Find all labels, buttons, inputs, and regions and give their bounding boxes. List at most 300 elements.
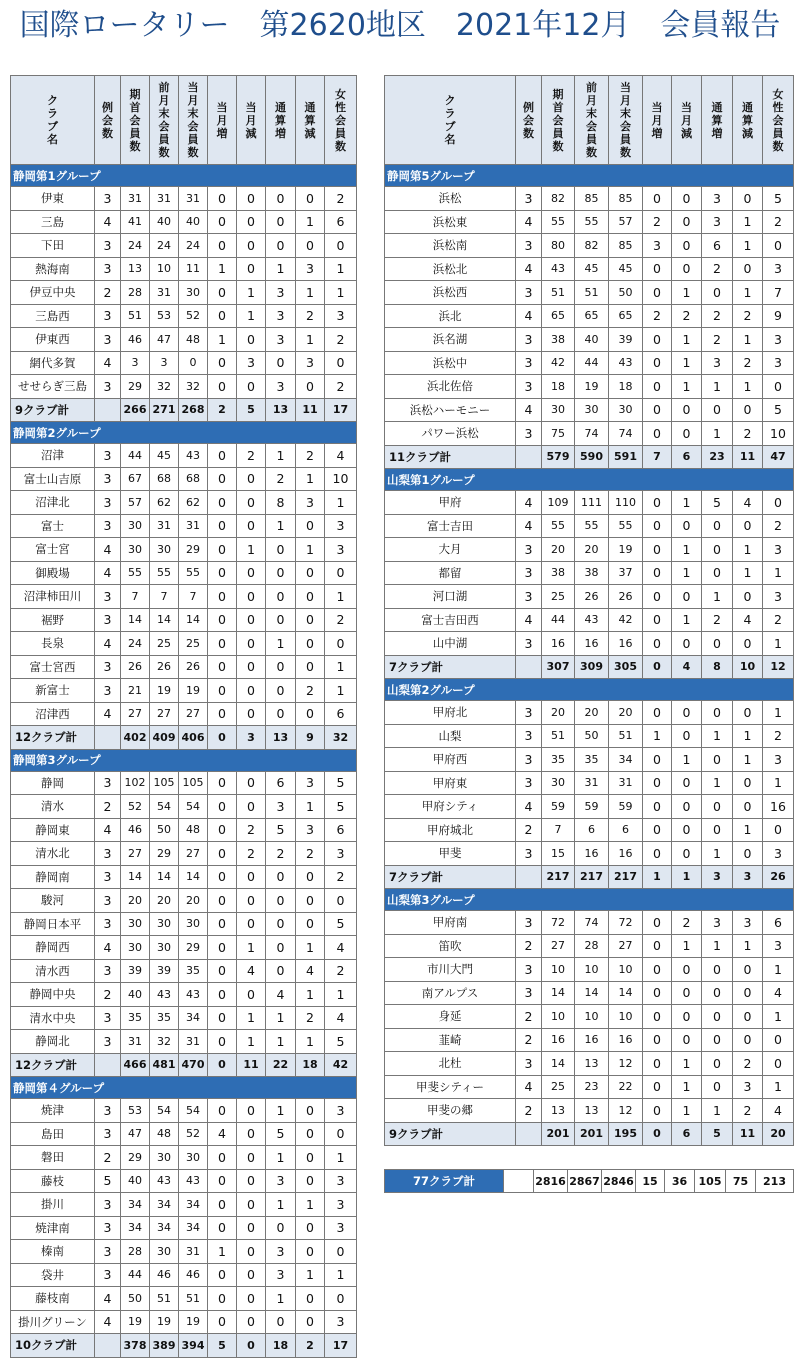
meetings-cell: 2 bbox=[516, 818, 542, 842]
meetings-cell: 3 bbox=[95, 1030, 121, 1054]
start-members-cell: 55 bbox=[121, 561, 150, 585]
club-name-cell: 山梨 bbox=[385, 724, 516, 748]
group-header-row bbox=[11, 749, 357, 771]
current-members-cell: 29 bbox=[179, 936, 208, 960]
club-name-cell: 掛川 bbox=[11, 1193, 95, 1217]
current-members-cell: 39 bbox=[609, 328, 643, 352]
club-name-cell: 沼津西 bbox=[11, 702, 95, 726]
women-members-cell: 16 bbox=[763, 795, 794, 819]
women-members-cell: 1 bbox=[763, 701, 794, 725]
group-name: 山梨第3グループ bbox=[385, 889, 794, 911]
month-decrease-cell: 0 bbox=[237, 1263, 266, 1287]
total-decrease-cell: 1 bbox=[296, 210, 325, 234]
women-members-cell: 1 bbox=[325, 679, 357, 703]
prev-month-members-cell: 31 bbox=[150, 187, 179, 211]
club-name-cell: 富士 bbox=[11, 514, 95, 538]
month-increase-grand-total: 15 bbox=[636, 1170, 665, 1193]
start-members-cell: 40 bbox=[121, 983, 150, 1007]
meetings-cell: 3 bbox=[516, 561, 542, 585]
club-name-cell: 甲斐 bbox=[385, 842, 516, 866]
start-members-cell: 13 bbox=[542, 1099, 575, 1123]
meetings-cell: 3 bbox=[95, 655, 121, 679]
month-increase-cell: 0 bbox=[643, 1052, 672, 1076]
prev-month-members-cell: 27 bbox=[150, 702, 179, 726]
start-members-cell: 3 bbox=[121, 351, 150, 375]
start-members-cell: 14 bbox=[542, 981, 575, 1005]
current-members-cell: 7 bbox=[179, 585, 208, 609]
prev-month-members-cell: 43 bbox=[150, 1169, 179, 1193]
women-members-cell: 3 bbox=[763, 257, 794, 281]
header-label: 期首会員数 bbox=[552, 87, 564, 153]
total-increase-cell: 0 bbox=[702, 701, 733, 725]
table-row bbox=[11, 514, 357, 538]
women-members-cell: 0 bbox=[763, 1028, 794, 1052]
month-decrease-cell: 1 bbox=[672, 375, 702, 399]
group-total-label: 7クラブ計 bbox=[385, 865, 516, 889]
total-decrease-cell: 1 bbox=[296, 936, 325, 960]
start-members-cell: 55 bbox=[542, 210, 575, 234]
women-members-cell: 3 bbox=[763, 934, 794, 958]
total-decrease-cell: 0 bbox=[296, 1216, 325, 1240]
month-increase-cell: 1 bbox=[208, 328, 237, 352]
total-increase-cell: 1 bbox=[702, 842, 733, 866]
month-increase-cell: 0 bbox=[643, 422, 672, 446]
total-increase-cell: 0 bbox=[702, 795, 733, 819]
total-decrease-cell: 3 bbox=[733, 911, 763, 935]
total-decrease-cell: 0 bbox=[733, 1005, 763, 1029]
header-current-members bbox=[609, 76, 643, 165]
meetings-cell: 2 bbox=[95, 795, 121, 819]
women-members-total: 17 bbox=[325, 398, 357, 422]
current-members-cell: 31 bbox=[179, 514, 208, 538]
month-decrease-cell: 0 bbox=[237, 795, 266, 819]
meetings-total bbox=[95, 726, 121, 750]
prev-month-members-cell: 16 bbox=[575, 842, 609, 866]
start-members-total: 402 bbox=[121, 726, 150, 750]
total-decrease-cell: 0 bbox=[733, 1028, 763, 1052]
table-row bbox=[385, 934, 794, 958]
total-decrease-cell: 0 bbox=[296, 608, 325, 632]
grand-total-label: 77クラブ計 bbox=[385, 1170, 504, 1193]
women-members-total: 17 bbox=[325, 1334, 357, 1358]
club-name-cell: 静岡中央 bbox=[11, 983, 95, 1007]
total-increase-cell: 0 bbox=[266, 1310, 296, 1334]
meetings-cell: 3 bbox=[95, 842, 121, 866]
month-increase-cell: 0 bbox=[208, 702, 237, 726]
start-members-cell: 42 bbox=[542, 351, 575, 375]
month-increase-cell: 0 bbox=[208, 959, 237, 983]
table-row bbox=[11, 679, 357, 703]
table-row bbox=[385, 375, 794, 399]
month-increase-cell: 0 bbox=[643, 585, 672, 609]
total-decrease-cell: 4 bbox=[296, 959, 325, 983]
total-decrease-cell: 0 bbox=[296, 1146, 325, 1170]
women-members-cell: 0 bbox=[763, 491, 794, 515]
month-increase-cell: 0 bbox=[643, 771, 672, 795]
group-header-row bbox=[11, 422, 357, 444]
prev-month-members-cell: 40 bbox=[150, 210, 179, 234]
group-total-row bbox=[385, 655, 794, 679]
total-increase-cell: 0 bbox=[702, 398, 733, 422]
women-members-cell: 2 bbox=[325, 865, 357, 889]
total-increase-cell: 0 bbox=[702, 1075, 733, 1099]
month-increase-cell: 0 bbox=[208, 1030, 237, 1054]
total-decrease-cell: 0 bbox=[733, 632, 763, 656]
table-row bbox=[385, 632, 794, 656]
prev-month-members-cell: 38 bbox=[575, 561, 609, 585]
current-members-cell: 20 bbox=[179, 889, 208, 913]
page-title: 国際ロータリー 第2620地区 2021年12月 会員報告 bbox=[19, 8, 781, 43]
club-name-cell: 甲府北 bbox=[385, 701, 516, 725]
month-decrease-cell: 1 bbox=[237, 304, 266, 328]
prev-month-members-cell: 32 bbox=[150, 375, 179, 399]
table-row bbox=[385, 771, 794, 795]
table-row bbox=[385, 911, 794, 935]
current-members-total: 591 bbox=[609, 445, 643, 469]
club-name-cell: 甲府 bbox=[385, 491, 516, 515]
club-name-cell: 藤枝 bbox=[11, 1169, 95, 1193]
meetings-cell: 3 bbox=[516, 281, 542, 305]
current-members-cell: 52 bbox=[179, 1122, 208, 1146]
start-members-cell: 30 bbox=[542, 771, 575, 795]
total-decrease-cell: 1 bbox=[733, 538, 763, 562]
total-increase-cell: 0 bbox=[266, 538, 296, 562]
month-decrease-cell: 1 bbox=[237, 538, 266, 562]
meetings-cell: 3 bbox=[95, 865, 121, 889]
start-members-cell: 31 bbox=[121, 1030, 150, 1054]
meetings-cell: 4 bbox=[95, 1287, 121, 1311]
total-increase-cell: 3 bbox=[702, 210, 733, 234]
month-decrease-cell: 0 bbox=[237, 1146, 266, 1170]
meetings-cell: 3 bbox=[516, 701, 542, 725]
current-members-cell: 24 bbox=[179, 234, 208, 258]
prev-month-members-cell: 7 bbox=[150, 585, 179, 609]
women-members-cell: 0 bbox=[325, 889, 357, 913]
month-increase-cell: 0 bbox=[208, 514, 237, 538]
prev-month-members-cell: 59 bbox=[575, 795, 609, 819]
current-members-cell: 14 bbox=[609, 981, 643, 1005]
total-increase-cell: 0 bbox=[266, 608, 296, 632]
total-increase-cell: 0 bbox=[266, 679, 296, 703]
month-decrease-total: 1 bbox=[672, 865, 702, 889]
club-name-cell: 伊東 bbox=[11, 187, 95, 211]
group-name: 静岡第3グループ bbox=[11, 749, 357, 771]
header-label: 通算増 bbox=[711, 100, 723, 140]
month-increase-cell: 0 bbox=[208, 561, 237, 585]
month-decrease-cell: 1 bbox=[672, 351, 702, 375]
women-members-grand-total: 213 bbox=[756, 1170, 794, 1193]
women-members-cell: 3 bbox=[325, 1169, 357, 1193]
start-members-cell: 20 bbox=[542, 701, 575, 725]
prev-month-members-cell: 28 bbox=[575, 934, 609, 958]
month-decrease-total: 11 bbox=[237, 1053, 266, 1077]
group-total-row bbox=[385, 445, 794, 469]
total-increase-cell: 0 bbox=[702, 514, 733, 538]
prev-month-members-cell: 54 bbox=[150, 1099, 179, 1123]
group-total-label: 12クラブ計 bbox=[11, 726, 95, 750]
start-members-cell: 46 bbox=[121, 328, 150, 352]
total-increase-cell: 5 bbox=[702, 491, 733, 515]
prev-month-members-cell: 43 bbox=[150, 983, 179, 1007]
start-members-cell: 19 bbox=[121, 1310, 150, 1334]
start-members-cell: 16 bbox=[542, 632, 575, 656]
start-members-cell: 51 bbox=[542, 281, 575, 305]
club-name-cell: 沼津北 bbox=[11, 491, 95, 515]
month-decrease-cell: 1 bbox=[672, 608, 702, 632]
month-decrease-cell: 0 bbox=[672, 257, 702, 281]
group-total-label: 12クラブ計 bbox=[11, 1053, 95, 1077]
current-members-cell: 12 bbox=[609, 1052, 643, 1076]
current-members-cell: 19 bbox=[179, 679, 208, 703]
meetings-cell: 4 bbox=[516, 1075, 542, 1099]
month-decrease-cell: 1 bbox=[672, 934, 702, 958]
month-decrease-cell: 0 bbox=[237, 1169, 266, 1193]
start-members-cell: 30 bbox=[121, 936, 150, 960]
prev-month-members-cell: 55 bbox=[150, 561, 179, 585]
month-increase-cell: 0 bbox=[643, 1028, 672, 1052]
women-members-cell: 0 bbox=[325, 1122, 357, 1146]
total-increase-cell: 2 bbox=[266, 842, 296, 866]
meetings-cell: 3 bbox=[516, 632, 542, 656]
current-members-cell: 35 bbox=[179, 959, 208, 983]
group-header-row bbox=[385, 469, 794, 491]
header-month-decrease bbox=[237, 76, 266, 165]
meetings-cell: 3 bbox=[95, 771, 121, 795]
table-row bbox=[385, 842, 794, 866]
month-decrease-grand-total: 36 bbox=[665, 1170, 695, 1193]
women-members-cell: 3 bbox=[325, 1216, 357, 1240]
club-name-cell: 長泉 bbox=[11, 632, 95, 656]
month-decrease-cell: 0 bbox=[237, 234, 266, 258]
club-name-cell: 静岡 bbox=[11, 771, 95, 795]
prev-month-members-cell: 50 bbox=[575, 724, 609, 748]
women-members-cell: 1 bbox=[325, 1263, 357, 1287]
right-report-table bbox=[384, 75, 794, 1146]
current-members-cell: 16 bbox=[609, 1028, 643, 1052]
prev-month-members-cell: 62 bbox=[150, 491, 179, 515]
prev-month-members-cell: 14 bbox=[150, 865, 179, 889]
start-members-cell: 51 bbox=[542, 724, 575, 748]
header-label: 当月増 bbox=[651, 100, 663, 140]
current-members-cell: 19 bbox=[179, 1310, 208, 1334]
total-increase-cell: 0 bbox=[266, 561, 296, 585]
women-members-cell: 2 bbox=[763, 514, 794, 538]
club-name-cell: パワー浜松 bbox=[385, 422, 516, 446]
month-increase-cell: 0 bbox=[208, 1006, 237, 1030]
meetings-cell: 3 bbox=[95, 1006, 121, 1030]
women-members-cell: 1 bbox=[325, 281, 357, 305]
current-members-total: 217 bbox=[609, 865, 643, 889]
prev-month-members-cell: 55 bbox=[575, 514, 609, 538]
prev-month-members-total: 409 bbox=[150, 726, 179, 750]
women-members-cell: 0 bbox=[325, 1240, 357, 1264]
current-members-cell: 68 bbox=[179, 467, 208, 491]
club-name-cell: 熱海南 bbox=[11, 257, 95, 281]
total-increase-cell: 1 bbox=[702, 934, 733, 958]
total-increase-cell: 5 bbox=[266, 1122, 296, 1146]
total-increase-cell: 0 bbox=[702, 632, 733, 656]
prev-month-members-cell: 31 bbox=[575, 771, 609, 795]
table-row bbox=[11, 1216, 357, 1240]
women-members-cell: 1 bbox=[325, 1146, 357, 1170]
table-row bbox=[385, 981, 794, 1005]
month-decrease-cell: 0 bbox=[672, 958, 702, 982]
header-label: クラブ名 bbox=[47, 94, 58, 146]
table-row bbox=[11, 1099, 357, 1123]
meetings-total bbox=[95, 398, 121, 422]
month-decrease-cell: 0 bbox=[237, 491, 266, 515]
meetings-grand-total bbox=[504, 1170, 534, 1193]
header-month-increase bbox=[643, 76, 672, 165]
club-name-cell: 御殿場 bbox=[11, 561, 95, 585]
women-members-total: 42 bbox=[325, 1053, 357, 1077]
month-decrease-cell: 1 bbox=[672, 561, 702, 585]
start-members-cell: 27 bbox=[542, 934, 575, 958]
total-decrease-cell: 0 bbox=[296, 702, 325, 726]
month-decrease-total: 0 bbox=[237, 1334, 266, 1358]
total-decrease-cell: 1 bbox=[296, 328, 325, 352]
total-increase-cell: 1 bbox=[266, 1287, 296, 1311]
women-members-total: 47 bbox=[763, 445, 794, 469]
total-decrease-cell: 1 bbox=[733, 934, 763, 958]
header-club-name bbox=[385, 76, 516, 165]
group-name: 静岡第４グループ bbox=[11, 1077, 357, 1099]
women-members-cell: 4 bbox=[763, 981, 794, 1005]
prev-month-members-cell: 44 bbox=[575, 351, 609, 375]
meetings-cell: 4 bbox=[516, 210, 542, 234]
club-name-cell: 浜北 bbox=[385, 304, 516, 328]
meetings-cell: 3 bbox=[95, 959, 121, 983]
header-row bbox=[385, 76, 794, 165]
current-members-cell: 51 bbox=[179, 1287, 208, 1311]
meetings-cell: 3 bbox=[516, 911, 542, 935]
table-row bbox=[11, 818, 357, 842]
start-members-cell: 10 bbox=[542, 958, 575, 982]
meetings-cell: 3 bbox=[516, 538, 542, 562]
prev-month-members-cell: 10 bbox=[575, 958, 609, 982]
month-decrease-cell: 0 bbox=[237, 257, 266, 281]
club-name-cell: 新富士 bbox=[11, 679, 95, 703]
prev-month-members-grand-total: 2867 bbox=[568, 1170, 602, 1193]
total-decrease-cell: 0 bbox=[733, 795, 763, 819]
meetings-cell: 4 bbox=[516, 795, 542, 819]
meetings-cell: 3 bbox=[95, 328, 121, 352]
month-increase-cell: 0 bbox=[208, 467, 237, 491]
current-members-cell: 14 bbox=[179, 865, 208, 889]
prev-month-members-cell: 30 bbox=[150, 912, 179, 936]
table-row bbox=[385, 1028, 794, 1052]
month-increase-total: 2 bbox=[208, 398, 237, 422]
club-name-cell: 清水 bbox=[11, 795, 95, 819]
month-decrease-cell: 0 bbox=[237, 1099, 266, 1123]
prev-month-members-cell: 35 bbox=[150, 1006, 179, 1030]
table-row bbox=[385, 1099, 794, 1123]
group-total-label: 9クラブ計 bbox=[385, 1122, 516, 1146]
month-decrease-cell: 0 bbox=[672, 701, 702, 725]
total-decrease-cell: 1 bbox=[733, 328, 763, 352]
month-decrease-cell: 1 bbox=[672, 1099, 702, 1123]
table-row bbox=[385, 585, 794, 609]
table-row bbox=[11, 351, 357, 375]
total-decrease-cell: 1 bbox=[733, 234, 763, 258]
meetings-total bbox=[516, 655, 542, 679]
women-members-cell: 0 bbox=[325, 632, 357, 656]
start-members-cell: 27 bbox=[121, 842, 150, 866]
month-increase-cell: 0 bbox=[208, 375, 237, 399]
table-row bbox=[11, 538, 357, 562]
women-members-cell: 9 bbox=[763, 304, 794, 328]
club-name-cell: 浜松 bbox=[385, 187, 516, 211]
group-name: 静岡第2グループ bbox=[11, 422, 357, 444]
current-members-cell: 110 bbox=[609, 491, 643, 515]
club-name-cell: 富士山吉原 bbox=[11, 467, 95, 491]
meetings-cell: 3 bbox=[95, 375, 121, 399]
club-name-cell: 静岡日本平 bbox=[11, 912, 95, 936]
total-decrease-cell: 1 bbox=[733, 561, 763, 585]
month-decrease-cell: 0 bbox=[672, 1028, 702, 1052]
table-row bbox=[11, 467, 357, 491]
header-label: 通算減 bbox=[304, 100, 316, 140]
table-row bbox=[385, 514, 794, 538]
total-decrease-cell: 0 bbox=[733, 701, 763, 725]
month-increase-cell: 2 bbox=[643, 304, 672, 328]
header-label: 前月末会員数 bbox=[158, 81, 170, 159]
total-decrease-cell: 1 bbox=[296, 1263, 325, 1287]
total-decrease-total: 11 bbox=[733, 1122, 763, 1146]
meetings-cell: 3 bbox=[95, 514, 121, 538]
meetings-cell: 3 bbox=[516, 351, 542, 375]
total-decrease-cell: 1 bbox=[296, 1193, 325, 1217]
total-increase-total: 3 bbox=[702, 865, 733, 889]
current-members-cell: 40 bbox=[179, 210, 208, 234]
table-row bbox=[385, 187, 794, 211]
month-decrease-cell: 0 bbox=[237, 1310, 266, 1334]
total-decrease-cell: 0 bbox=[296, 1099, 325, 1123]
prev-month-members-cell: 46 bbox=[150, 1263, 179, 1287]
month-increase-cell: 0 bbox=[208, 538, 237, 562]
current-members-cell: 34 bbox=[179, 1006, 208, 1030]
month-decrease-cell: 0 bbox=[237, 467, 266, 491]
total-increase-total: 18 bbox=[266, 1334, 296, 1358]
month-decrease-cell: 0 bbox=[237, 187, 266, 211]
start-members-cell: 21 bbox=[121, 679, 150, 703]
month-increase-cell: 0 bbox=[643, 795, 672, 819]
club-name-cell: 静岡西 bbox=[11, 936, 95, 960]
group-name: 静岡第5グループ bbox=[385, 165, 794, 187]
group-name: 山梨第1グループ bbox=[385, 469, 794, 491]
club-name-cell: 浜松ハーモニー bbox=[385, 398, 516, 422]
start-members-total: 579 bbox=[542, 445, 575, 469]
total-decrease-cell: 1 bbox=[733, 210, 763, 234]
meetings-cell: 3 bbox=[95, 1240, 121, 1264]
women-members-cell: 0 bbox=[325, 351, 357, 375]
month-decrease-cell: 0 bbox=[237, 1193, 266, 1217]
prev-month-members-cell: 105 bbox=[150, 771, 179, 795]
month-increase-cell: 0 bbox=[643, 398, 672, 422]
header-start-members bbox=[121, 76, 150, 165]
total-decrease-total: 2 bbox=[296, 1334, 325, 1358]
total-increase-cell: 3 bbox=[266, 328, 296, 352]
table-row bbox=[11, 210, 357, 234]
prev-month-members-cell: 16 bbox=[575, 1028, 609, 1052]
prev-month-members-total: 389 bbox=[150, 1334, 179, 1358]
start-members-cell: 38 bbox=[542, 328, 575, 352]
total-increase-cell: 0 bbox=[266, 865, 296, 889]
month-increase-cell: 0 bbox=[643, 632, 672, 656]
women-members-cell: 0 bbox=[763, 375, 794, 399]
start-members-cell: 30 bbox=[121, 912, 150, 936]
current-members-cell: 55 bbox=[609, 514, 643, 538]
